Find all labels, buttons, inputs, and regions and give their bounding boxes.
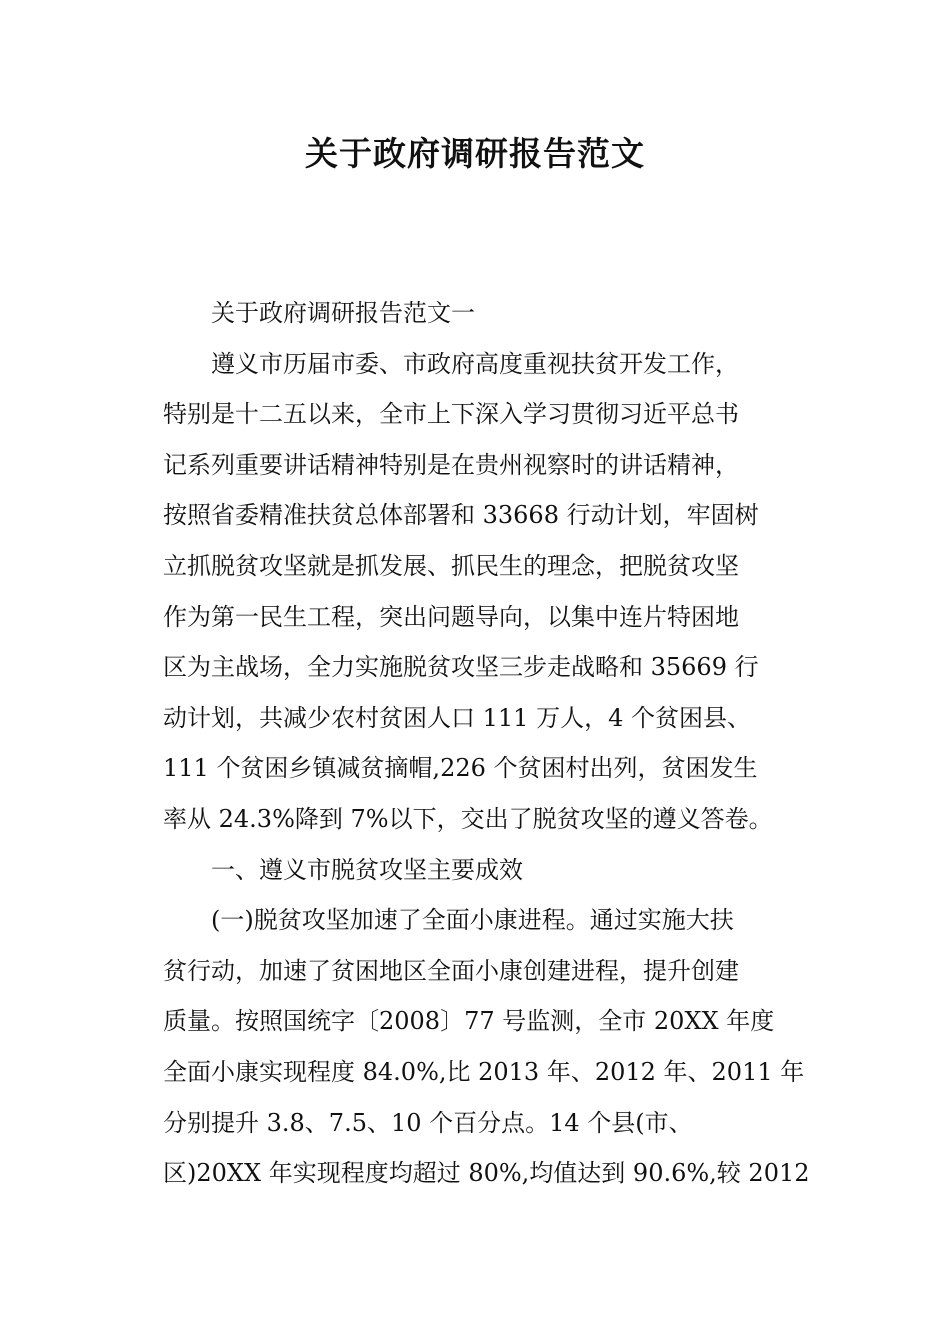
paragraph-line: 特别是十二五以来，全市上下深入学习贯彻习近平总书 [163,400,739,429]
paragraph-line: 区)20XX 年实现程度均超过 80%,均值达到 90.6%,较 2012 [163,1159,810,1188]
paragraph-line: 立抓脱贫攻坚就是抓发展、抓民生的理念，把脱贫攻坚 [163,551,739,580]
document-body [163,288,810,1199]
paragraph-line: 区为主战场，全力实施脱贫攻坚三步走战略和 35669 行 [163,653,759,682]
paragraph-line: (一)脱贫攻坚加速了全面小康进程。通过实施大扶 [211,906,734,935]
paragraph-line: 全面小康实现程度 84.0%,比 2013 年、2012 年、2011 年 [163,1057,805,1086]
paragraph-line: 动计划，共减少农村贫困人口 111 万人，4 个贫困县、 [163,703,751,732]
paragraph-line: 遵义市历届市委、市政府高度重视扶贫开发工作， [211,349,739,378]
section-heading: 关于政府调研报告范文一 [211,299,475,327]
paragraph-line: 贫行动，加速了贫困地区全面小康创建进程，提升创建 [163,956,739,985]
document-title: 关于政府调研报告范文 [305,134,645,173]
paragraph-line: 按照省委精准扶贫总体部署和 33668 行动计划，牢固树 [163,501,759,530]
paragraph-line: 分别提升 3.8、7.5、10 个百分点。14 个县(市、 [163,1108,693,1137]
paragraph-line: 率从 24.3%降到 7%以下，交出了脱贫攻坚的遵义答卷。 [163,804,773,833]
section-heading: 一、遵义市脱贫攻坚主要成效 [211,855,523,884]
paragraph-line: 111 个贫困乡镇减贫摘帽,226 个贫困村出列，贫困发生 [163,754,758,783]
paragraph-line: 作为第一民生工程，突出问题导向，以集中连片特困地 [163,602,739,631]
paragraph-line: 记系列重要讲话精神特别是在贵州视察时的讲话精神， [163,450,739,479]
paragraph-line: 质量。按照国统字〔2008〕77 号监测，全市 20XX 年度 [163,1007,775,1036]
